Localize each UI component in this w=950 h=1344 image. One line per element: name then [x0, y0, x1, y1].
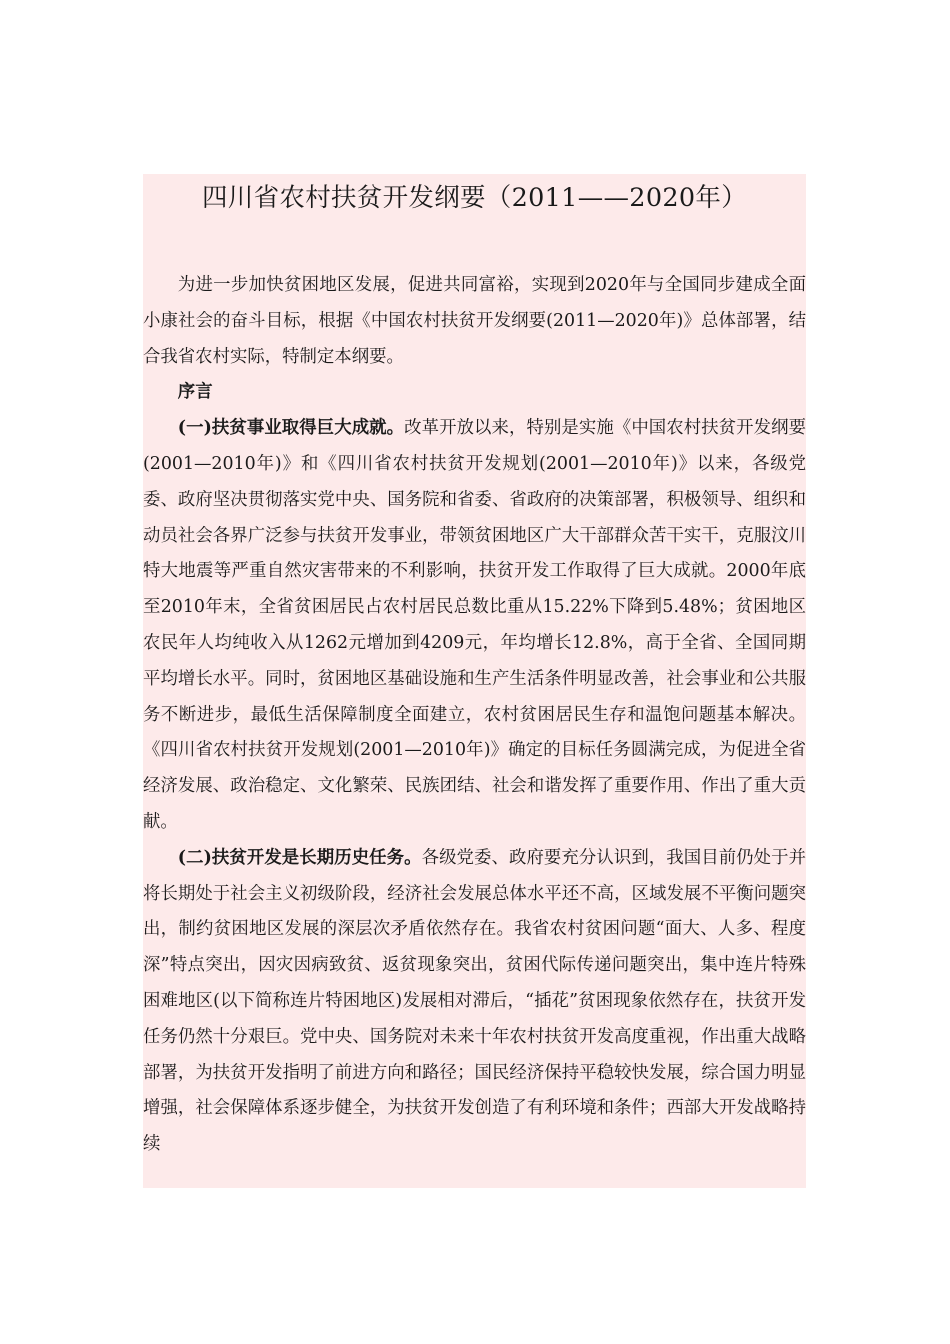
paragraph-text: 改革开放以来，特别是实施《中国农村扶贫开发纲要(2001—2010年)》和《四川省农村扶贫开发规划(2001—2010年)》以来，各级党委、政府坚决贯彻落实党中央、国务院和省委、省政府的决策部署，积极领导、组织和动员社会各界广泛参与扶贫开发事业，带领贫困地区广大干部群众苦干实干，克服汶川特大地震等严重自然灾害带来的不利影响，扶贫开发工作取得了巨大成就。2000年底至2010年末，全省贫困居民占农村居民总数比重从15.22%下降到5.48%；贫困地区农民年人均纯收入从1262元增加到4209元，年均增长12.8%，高于全省、全国同期平均增长水平。同时，贫困地区基础设施和生产生活条件明显改善，社会事业和公共服务不断进步，最低生活保障制度全面建立，农村贫困居民生存和温饱问题基本解决。《四川省农村扶贫开发规划(2001—2010年)》确定的目标任务圆满完成，为促进全省经济发展、政治稳定、文化繁荣、民族团结、社会和谐发挥了重要作用、作出了重大贡献。 — [143, 418, 806, 832]
paragraph-lead: (一)扶贫事业取得巨大成就。 — [177, 418, 405, 439]
document-body — [143, 268, 806, 1163]
paragraph-text: 各级党委、政府要充分认识到，我国目前仍处于并将长期处于社会主义初级阶段，经济社会发展总体水平还不高，区域发展不平衡问题突出，制约贫困地区发展的深层次矛盾依然存在。我省农村贫困问题“面大、人多、程度深”特点突出，因灾因病致贫、返贫现象突出，贫困代际传递问题突出，集中连片特殊困难地区(以下简称连片特困地区)发展相对滞后，“插花”贫困现象依然存在，扶贫开发任务仍然十分艰巨。党中央、国务院对未来十年农村扶贫开发高度重视，作出重大战略部署，为扶贫开发指明了前进方向和路径；国民经济保持平稳较快发展，综合国力明显增强，社会保障体系逐步健全，为扶贫开发创造了有利环境和条件；西部大开发战略持续 — [143, 847, 806, 1155]
paragraph-achievements — [143, 411, 806, 841]
section-heading-preface: 序言 — [177, 382, 213, 403]
document-title: 四川省农村扶贫开发纲要（2011——2020年） — [202, 183, 747, 213]
intro-paragraph: 为进一步加快贫困地区发展，促进共同富裕，实现到2020年与全国同步建成全面小康社会的奋斗目标，根据《中国农村扶贫开发纲要(2011—2020年)》总体部署，结合我省农村实际，特制定本纲要。 — [143, 275, 806, 367]
paragraph-lead: (二)扶贫开发是长期历史任务。 — [177, 847, 422, 868]
paragraph-long-term-task — [143, 841, 806, 1163]
